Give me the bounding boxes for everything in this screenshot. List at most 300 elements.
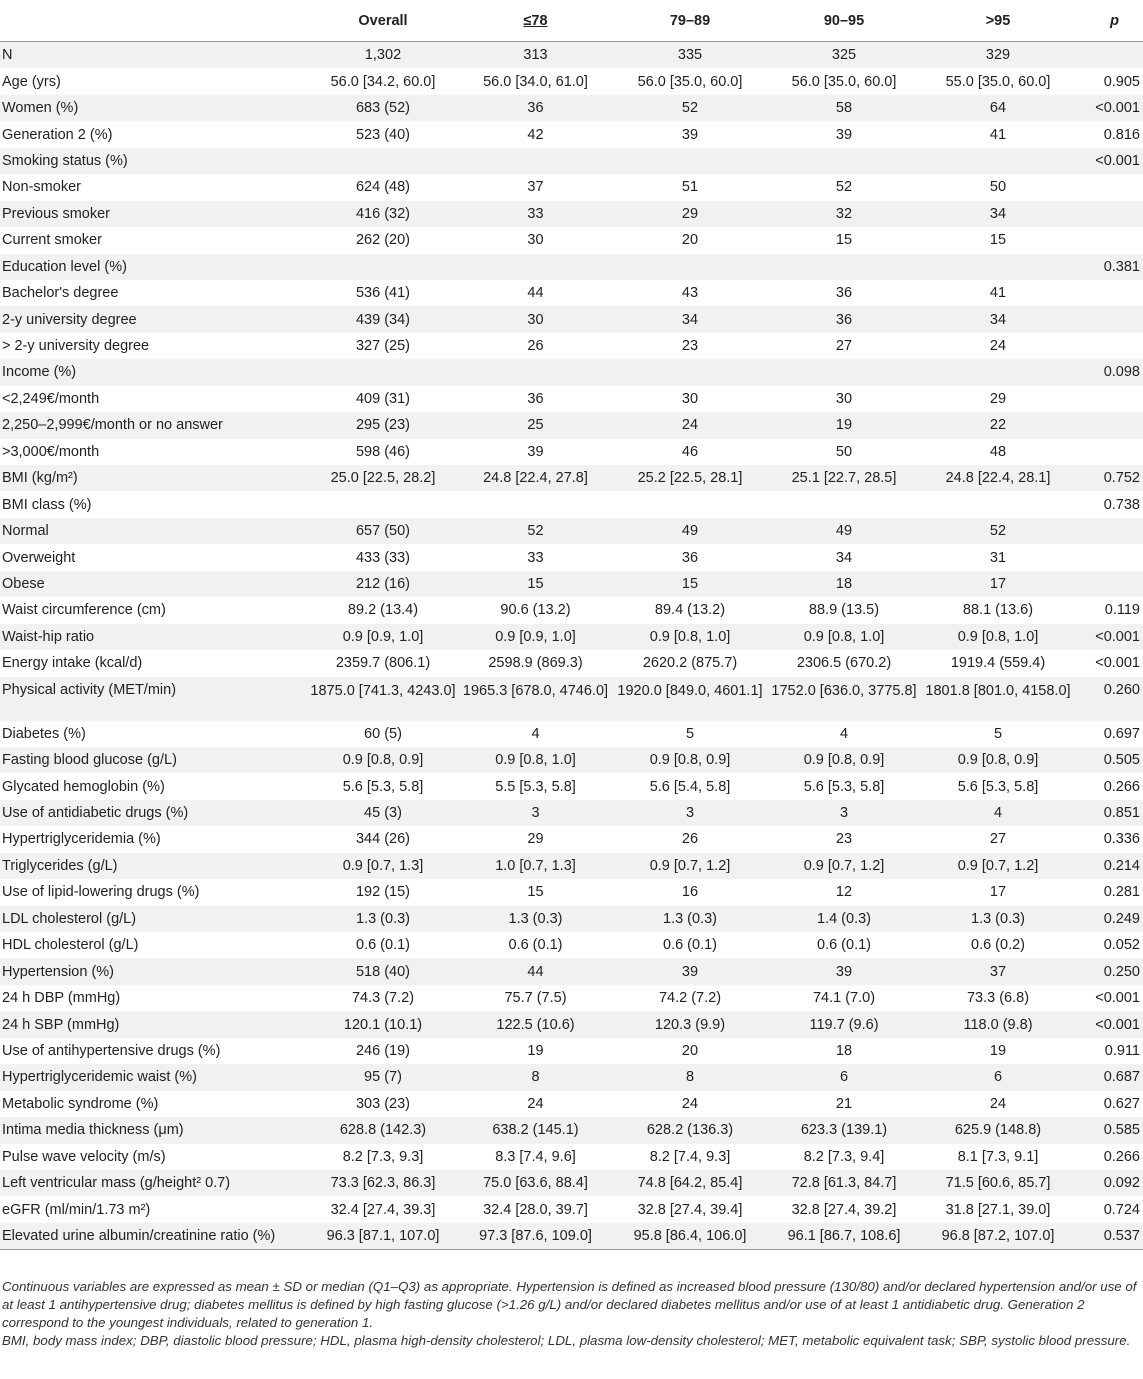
group-79-89-value: 52 (613, 95, 767, 121)
table-row (0, 280, 1143, 306)
overall-value: 60 (5) (364, 725, 402, 742)
group-79-89-value: 36 (681, 549, 699, 566)
group-gt95-value: 118.0 (9.8) (921, 1011, 1075, 1037)
group-90-95-value: 34 (835, 549, 853, 566)
overall-value (308, 491, 458, 517)
group-gt95-value (921, 491, 1075, 517)
table-row (0, 650, 1143, 676)
overall-value: 212 (16) (308, 571, 458, 597)
group-le78-value: 36 (458, 95, 613, 121)
group-le78-value: 1.0 [0.7, 1.3] (458, 853, 613, 879)
group-le78-value: 313 (458, 42, 613, 69)
overall-value (308, 254, 458, 280)
header-row (0, 0, 1143, 42)
p-value: 0.851 (1075, 800, 1143, 826)
group-gt95-value: 52 (921, 518, 1075, 544)
group-gt95-value: 625.9 (148.8) (921, 1117, 1075, 1143)
group-le78-value: 75.7 (7.5) (504, 990, 567, 1007)
group-90-95-value: 623.3 (139.1) (767, 1117, 921, 1143)
group-79-89-value: 0.9 [0.7, 1.2] (613, 853, 767, 879)
group-90-95-value: 18 (767, 571, 921, 597)
group-90-95-value: 32.8 [27.4, 39.2] (791, 1201, 897, 1218)
table-row (0, 465, 1143, 491)
group-gt95-value: 24.8 [22.4, 28.1] (921, 465, 1075, 491)
row-label: 2-y university degree (0, 306, 308, 332)
group-le78-value (458, 359, 613, 385)
group-90-95-value: 0.6 (0.1) (817, 937, 871, 954)
row-label: Hypertension (%) (0, 958, 308, 984)
group-gt95-value: 1919.4 (559.4) (950, 655, 1046, 672)
footnote-definitions: Continuous variables are expressed as mean ± SD or median (Q1–Q3) as appropriate. Hypertension is defined as increased blood pressure (130/80) and/or declared hypertension and/or use of at least 1 antihypertensive drug; diabetes mellitus is defined by high fasting glucose (>1.26 g/L) and/or declared diabetes mellitus and/or use of at least 1 antidiabetic drug. Generation 2 correspond to the youngest individuals, related to generation 1. (2, 1279, 1137, 1330)
table-row (0, 95, 1143, 121)
group-90-95-value: 6 (767, 1064, 921, 1090)
group-79-89-value: 3 (613, 800, 767, 826)
p-value: 0.266 (1103, 1148, 1140, 1165)
p-value (1075, 571, 1143, 597)
group-le78-value: 8.3 [7.4, 9.6] (495, 1148, 576, 1165)
row-label: Intima media thickness (μm) (0, 1117, 308, 1143)
group-79-89-value: 15 (613, 571, 767, 597)
overall-value: 0.6 (0.1) (356, 937, 410, 954)
row-label: Pulse wave velocity (m/s) (2, 1148, 166, 1165)
row-label: Use of antidiabetic drugs (%) (0, 800, 308, 826)
overall-value: 327 (25) (355, 338, 410, 355)
table-row (0, 1144, 1143, 1170)
group-le78-value: 5.5 [5.3, 5.8] (495, 778, 576, 795)
table-row (0, 439, 1143, 465)
header-label-column (0, 0, 308, 42)
group-le78-value: 1965.3 [678.0, 4746.0] (458, 677, 613, 721)
row-label: Metabolic syndrome (%) (2, 1095, 159, 1112)
overall-value: 2359.7 (806.1) (335, 655, 431, 672)
group-90-95-value: 27 (835, 338, 853, 355)
row-label: Generation 2 (%) (2, 126, 113, 143)
row-label: Women (%) (0, 95, 308, 121)
p-value: 0.911 (1104, 1042, 1140, 1059)
table-row (0, 1038, 1143, 1064)
overall-value: 74.3 (7.2) (351, 990, 415, 1007)
group-79-89-value: 51 (681, 179, 699, 196)
group-79-89-value: 20 (681, 232, 699, 249)
table-row (0, 853, 1143, 879)
group-79-89-value: 32.8 [27.4, 39.4] (637, 1201, 743, 1218)
row-label: >3,000€/month (2, 443, 100, 460)
group-90-95-value (767, 359, 921, 385)
group-le78-value: 2598.9 (869.3) (488, 655, 583, 672)
group-le78-value: 30 (458, 306, 613, 332)
overall-value: 657 (50) (308, 518, 458, 544)
header-group-90-95: 90–95 (767, 0, 921, 42)
group-gt95-value (921, 254, 1075, 280)
group-90-95-value: 0.9 [0.8, 1.0] (767, 624, 921, 650)
overall-value: 523 (40) (355, 126, 410, 143)
group-90-95-value: 58 (767, 95, 921, 121)
group-90-95-value: 119.7 (9.6) (767, 1011, 921, 1037)
header-overall: Overall (308, 0, 458, 42)
group-90-95-value: 30 (835, 390, 853, 407)
group-gt95-value: 17 (989, 884, 1007, 901)
group-79-89-value (613, 491, 767, 517)
group-90-95-value: 52 (835, 179, 853, 196)
overall-value: 439 (34) (308, 306, 458, 332)
group-gt95-value: 41 (989, 285, 1007, 302)
overall-value: 518 (40) (308, 958, 458, 984)
header-group-le78: ≤78 (458, 0, 613, 42)
table-row (0, 1223, 1143, 1250)
group-gt95-value: 0.9 [0.8, 1.0] (921, 624, 1075, 650)
group-79-89-value: 8.2 [7.4, 9.3] (649, 1148, 731, 1165)
group-90-95-value: 56.0 [35.0, 60.0] (791, 73, 897, 90)
group-90-95-value: 15 (835, 232, 853, 249)
group-79-89-value: 43 (681, 285, 699, 302)
row-label: HDL cholesterol (g/L) (2, 937, 139, 954)
overall-value: 56.0 [34.2, 60.0] (330, 73, 436, 90)
row-label: Age (yrs) (2, 73, 61, 90)
group-le78-value: 1.3 (0.3) (458, 906, 613, 932)
p-value: 0.724 (1103, 1201, 1140, 1218)
group-le78-value: 122.5 (10.6) (458, 1011, 613, 1037)
group-gt95-value: 48 (989, 443, 1007, 460)
row-label: Current smoker (2, 232, 102, 249)
group-gt95-value: 64 (921, 95, 1075, 121)
overall-value: 120.1 (10.1) (308, 1011, 458, 1037)
group-gt95-value: 27 (989, 831, 1007, 848)
group-le78-value: 37 (527, 179, 544, 196)
p-value (1075, 201, 1143, 227)
table-row (0, 571, 1143, 597)
p-value: 0.098 (1075, 359, 1143, 385)
group-le78-value: 90.6 (13.2) (500, 602, 571, 619)
row-label: Physical activity (MET/min) (0, 677, 308, 721)
group-le78-value: 97.3 [87.6, 109.0] (458, 1223, 613, 1250)
p-value (1075, 306, 1143, 332)
group-le78-value: 15 (527, 884, 544, 901)
row-label: N (0, 42, 308, 69)
table-row (0, 254, 1143, 280)
group-gt95-value: 1.3 (0.3) (921, 906, 1075, 932)
overall-value: 73.3 [62.3, 86.3] (308, 1170, 458, 1196)
overall-value: 5.6 [5.3, 5.8] (342, 778, 424, 795)
group-79-89-value: 39 (681, 126, 699, 143)
table-row (0, 747, 1143, 773)
group-79-89-value: 74.8 [64.2, 85.4] (613, 1170, 767, 1196)
group-79-89-value: 0.9 [0.8, 1.0] (613, 624, 767, 650)
p-value: 0.505 (1075, 747, 1143, 773)
table-row (0, 518, 1143, 544)
row-label: Obese (0, 571, 308, 597)
p-value (1075, 439, 1143, 465)
group-le78-value: 638.2 (145.1) (458, 1117, 613, 1143)
group-90-95-value: 74.1 (7.0) (812, 990, 876, 1007)
group-79-89-value: 24 (613, 412, 767, 438)
overall-value: 683 (52) (308, 95, 458, 121)
group-90-95-value: 88.9 (13.5) (808, 602, 880, 619)
group-79-89-value (613, 359, 767, 385)
row-label: BMI class (%) (2, 496, 92, 513)
overall-value (308, 148, 458, 174)
table-body (0, 42, 1143, 1250)
overall-value: 1875.0 [741.3, 4243.0] (308, 677, 458, 721)
row-label: eGFR (ml/min/1.73 m²) (2, 1201, 151, 1218)
row-label: <2,249€/month (2, 390, 100, 407)
group-le78-value: 0.9 [0.9, 1.0] (458, 624, 613, 650)
group-79-89-value: 23 (681, 338, 699, 355)
group-79-89-value: 46 (681, 443, 699, 460)
row-label: Hypertriglyceridemia (%) (2, 831, 161, 848)
group-le78-value: 30 (527, 232, 544, 249)
group-gt95-value: 19 (989, 1042, 1007, 1059)
group-79-89-value: 1920.0 [849.0, 4601.1] (613, 677, 767, 721)
table-footnotes (2, 1278, 1140, 1350)
group-79-89-value: 34 (613, 306, 767, 332)
group-gt95-value: 1801.8 [801.0, 4158.0] (921, 677, 1075, 721)
p-value (1075, 333, 1143, 359)
group-79-89-value: 30 (681, 390, 699, 407)
table-row (0, 42, 1143, 69)
group-le78-value (458, 254, 613, 280)
group-79-89-value: 95.8 [86.4, 106.0] (613, 1223, 767, 1250)
group-90-95-value: 8.2 [7.3, 9.4] (803, 1148, 885, 1165)
group-gt95-value: 71.5 [60.6, 85.7] (921, 1170, 1075, 1196)
p-value: 0.336 (1103, 831, 1140, 848)
group-90-95-value (767, 148, 921, 174)
p-value: <0.001 (1075, 624, 1143, 650)
overall-value: 1.3 (0.3) (308, 906, 458, 932)
p-value: <0.001 (1095, 655, 1140, 672)
group-79-89-value: 335 (613, 42, 767, 69)
group-gt95-value: 0.6 (0.2) (971, 937, 1025, 954)
group-le78-value: 32.4 [28.0, 39.7] (483, 1201, 588, 1218)
group-79-89-value: 5.6 [5.4, 5.8] (649, 778, 731, 795)
group-le78-value: 0.6 (0.1) (508, 937, 563, 954)
group-le78-value: 19 (527, 1042, 544, 1059)
group-gt95-value (921, 148, 1075, 174)
group-gt95-value: 15 (989, 232, 1007, 249)
group-gt95-value: 73.3 (6.8) (966, 990, 1030, 1007)
table-row (0, 800, 1143, 826)
row-label: Education level (%) (0, 254, 308, 280)
row-label: Non-smoker (2, 179, 81, 196)
group-79-89-value: 0.6 (0.1) (663, 937, 717, 954)
group-gt95-value: 88.1 (13.6) (962, 602, 1034, 619)
header-group-79-89: 79–89 (613, 0, 767, 42)
group-79-89-value: 16 (681, 884, 699, 901)
group-le78-value: 56.0 [34.0, 61.0] (483, 73, 588, 90)
group-90-95-value: 18 (835, 1042, 853, 1059)
overall-value: 344 (26) (355, 831, 410, 848)
group-gt95-value: 31.8 [27.1, 39.0] (945, 1201, 1051, 1218)
group-79-89-value: 20 (681, 1042, 699, 1059)
table-row (0, 1011, 1143, 1037)
table-row (0, 879, 1143, 905)
p-value: 0.816 (1103, 126, 1140, 143)
group-90-95-value: 49 (767, 518, 921, 544)
group-79-89-value: 8 (613, 1064, 767, 1090)
row-label: Elevated urine albumin/creatinine ratio (%) (0, 1223, 308, 1250)
overall-value: 246 (19) (355, 1042, 410, 1059)
p-value: 0.381 (1075, 254, 1143, 280)
group-gt95-value: 34 (921, 201, 1075, 227)
group-gt95-value: 17 (921, 571, 1075, 597)
group-gt95-value: 41 (989, 126, 1007, 143)
table-row (0, 721, 1143, 747)
row-label: BMI (kg/m²) (0, 465, 308, 491)
table-row (0, 932, 1143, 958)
table-row (0, 1091, 1143, 1117)
row-label: Smoking status (%) (0, 148, 308, 174)
overall-value: 25.0 [22.5, 28.2] (308, 465, 458, 491)
group-90-95-value: 19 (767, 412, 921, 438)
group-le78-value: 8 (458, 1064, 613, 1090)
group-79-89-value: 120.3 (9.9) (613, 1011, 767, 1037)
group-90-95-value: 96.1 [86.7, 108.6] (767, 1223, 921, 1250)
overall-value (308, 359, 458, 385)
overall-value: 628.8 (142.3) (308, 1117, 458, 1143)
group-gt95-value: 6 (921, 1064, 1075, 1090)
row-label: 2,250–2,999€/month or no answer (0, 412, 308, 438)
table-row (0, 906, 1143, 932)
row-label: Overweight (2, 549, 76, 566)
overall-value: 192 (15) (355, 884, 410, 901)
p-value (1075, 280, 1143, 306)
group-le78-value: 25 (458, 412, 613, 438)
overall-value: 295 (23) (308, 412, 458, 438)
table-row (0, 826, 1143, 852)
p-value (1075, 412, 1143, 438)
group-90-95-value: 12 (835, 884, 853, 901)
row-label: Use of antihypertensive drugs (%) (2, 1042, 221, 1059)
p-value (1075, 42, 1143, 69)
p-value: 0.266 (1103, 778, 1140, 795)
row-label: Energy intake (kcal/d) (2, 655, 143, 672)
group-gt95-value: 31 (989, 549, 1007, 566)
footnote-abbreviations: BMI, body mass index; DBP, diastolic blood pressure; HDL, plasma high-density cholesterol; LDL, plasma low-density cholesterol; MET, metabolic equivalent task; SBP, systolic blood pressure. (2, 1333, 1131, 1348)
row-label: Triglycerides (g/L) (0, 853, 308, 879)
group-79-89-value: 25.2 [22.5, 28.1] (613, 465, 767, 491)
overall-value: 89.2 (13.4) (347, 602, 419, 619)
group-gt95-value: 55.0 [35.0, 60.0] (945, 73, 1051, 90)
group-79-89-value: 1.3 (0.3) (613, 906, 767, 932)
group-90-95-value (767, 254, 921, 280)
group-gt95-value (921, 359, 1075, 385)
row-label: Previous smoker (0, 201, 308, 227)
p-value: 0.214 (1075, 853, 1143, 879)
table-row (0, 677, 1143, 721)
group-90-95-value: 36 (835, 285, 853, 302)
p-value: 0.537 (1075, 1223, 1143, 1250)
p-value (1075, 174, 1143, 200)
group-90-95-value: 0.9 [0.7, 1.2] (767, 853, 921, 879)
group-gt95-value: 4 (921, 800, 1075, 826)
table-row (0, 773, 1143, 799)
p-value: 0.585 (1075, 1117, 1143, 1143)
group-90-95-value: 3 (767, 800, 921, 826)
group-79-89-value (613, 254, 767, 280)
group-gt95-value: 5.6 [5.3, 5.8] (957, 778, 1039, 795)
p-value (1075, 386, 1143, 412)
group-le78-value (458, 491, 613, 517)
group-le78-value: 33 (458, 201, 613, 227)
table-row (0, 333, 1143, 359)
p-value: 0.250 (1075, 958, 1143, 984)
row-label: Hypertriglyceridemic waist (%) (0, 1064, 308, 1090)
group-79-89-value: 89.4 (13.2) (654, 602, 726, 619)
table-row (0, 148, 1143, 174)
table-row (0, 597, 1143, 623)
p-value (1075, 227, 1143, 253)
row-label: Bachelor's degree (2, 285, 119, 302)
group-le78-value: 44 (527, 285, 544, 302)
row-label: Diabetes (%) (2, 725, 86, 742)
group-90-95-value: 0.9 [0.8, 0.9] (767, 747, 921, 773)
group-gt95-value: 329 (921, 42, 1075, 69)
group-gt95-value: 37 (921, 958, 1075, 984)
overall-value: 0.9 [0.9, 1.0] (308, 624, 458, 650)
p-value: 0.249 (1075, 906, 1143, 932)
table-row (0, 491, 1143, 517)
group-le78-value: 26 (527, 338, 544, 355)
table-row (0, 412, 1143, 438)
group-le78-value: 52 (458, 518, 613, 544)
row-label: Waist circumference (cm) (2, 602, 166, 619)
p-value: 0.627 (1103, 1095, 1140, 1112)
row-label: > 2-y university degree (2, 338, 150, 355)
p-value (1075, 544, 1143, 570)
row-label: Income (%) (0, 359, 308, 385)
group-gt95-value: 50 (989, 179, 1007, 196)
row-label: Waist-hip ratio (0, 624, 308, 650)
group-90-95-value: 23 (835, 831, 853, 848)
group-le78-value: 0.9 [0.8, 1.0] (458, 747, 613, 773)
row-label: Glycated hemoglobin (%) (2, 778, 165, 795)
group-90-95-value: 39 (835, 126, 853, 143)
group-le78-value (458, 148, 613, 174)
overall-value: 0.9 [0.7, 1.3] (308, 853, 458, 879)
group-79-89-value: 56.0 [35.0, 60.0] (637, 73, 743, 90)
overall-value: 624 (48) (355, 179, 410, 196)
p-value: 0.687 (1075, 1064, 1143, 1090)
group-90-95-value: 32 (767, 201, 921, 227)
group-gt95-value: 24 (989, 1095, 1007, 1112)
table-row (0, 1196, 1143, 1222)
p-value (1075, 518, 1143, 544)
table-row (0, 1117, 1143, 1143)
table-row (0, 174, 1143, 200)
p-value: 0.052 (1103, 937, 1140, 954)
table-row (0, 958, 1143, 984)
group-90-95-value: 2306.5 (670.2) (796, 655, 892, 672)
p-value: 0.752 (1075, 465, 1143, 491)
group-90-95-value: 325 (767, 42, 921, 69)
group-79-89-value: 74.2 (7.2) (658, 990, 722, 1007)
overall-value: 8.2 [7.3, 9.3] (342, 1148, 424, 1165)
group-gt95-value: 96.8 [87.2, 107.0] (921, 1223, 1075, 1250)
group-79-89-value: 628.2 (136.3) (613, 1117, 767, 1143)
overall-value: 1,302 (308, 42, 458, 69)
table-row (0, 624, 1143, 650)
group-le78-value: 42 (527, 126, 544, 143)
overall-value: 416 (32) (308, 201, 458, 227)
row-label: Fasting blood glucose (g/L) (0, 747, 308, 773)
group-gt95-value: 22 (921, 412, 1075, 438)
table-row (0, 121, 1143, 147)
group-gt95-value: 0.9 [0.8, 0.9] (921, 747, 1075, 773)
overall-value: 96.3 [87.1, 107.0] (308, 1223, 458, 1250)
group-79-89-value: 39 (613, 958, 767, 984)
row-label: Normal (0, 518, 308, 544)
p-value: <0.001 (1095, 990, 1140, 1007)
p-value: 0.738 (1103, 496, 1140, 513)
